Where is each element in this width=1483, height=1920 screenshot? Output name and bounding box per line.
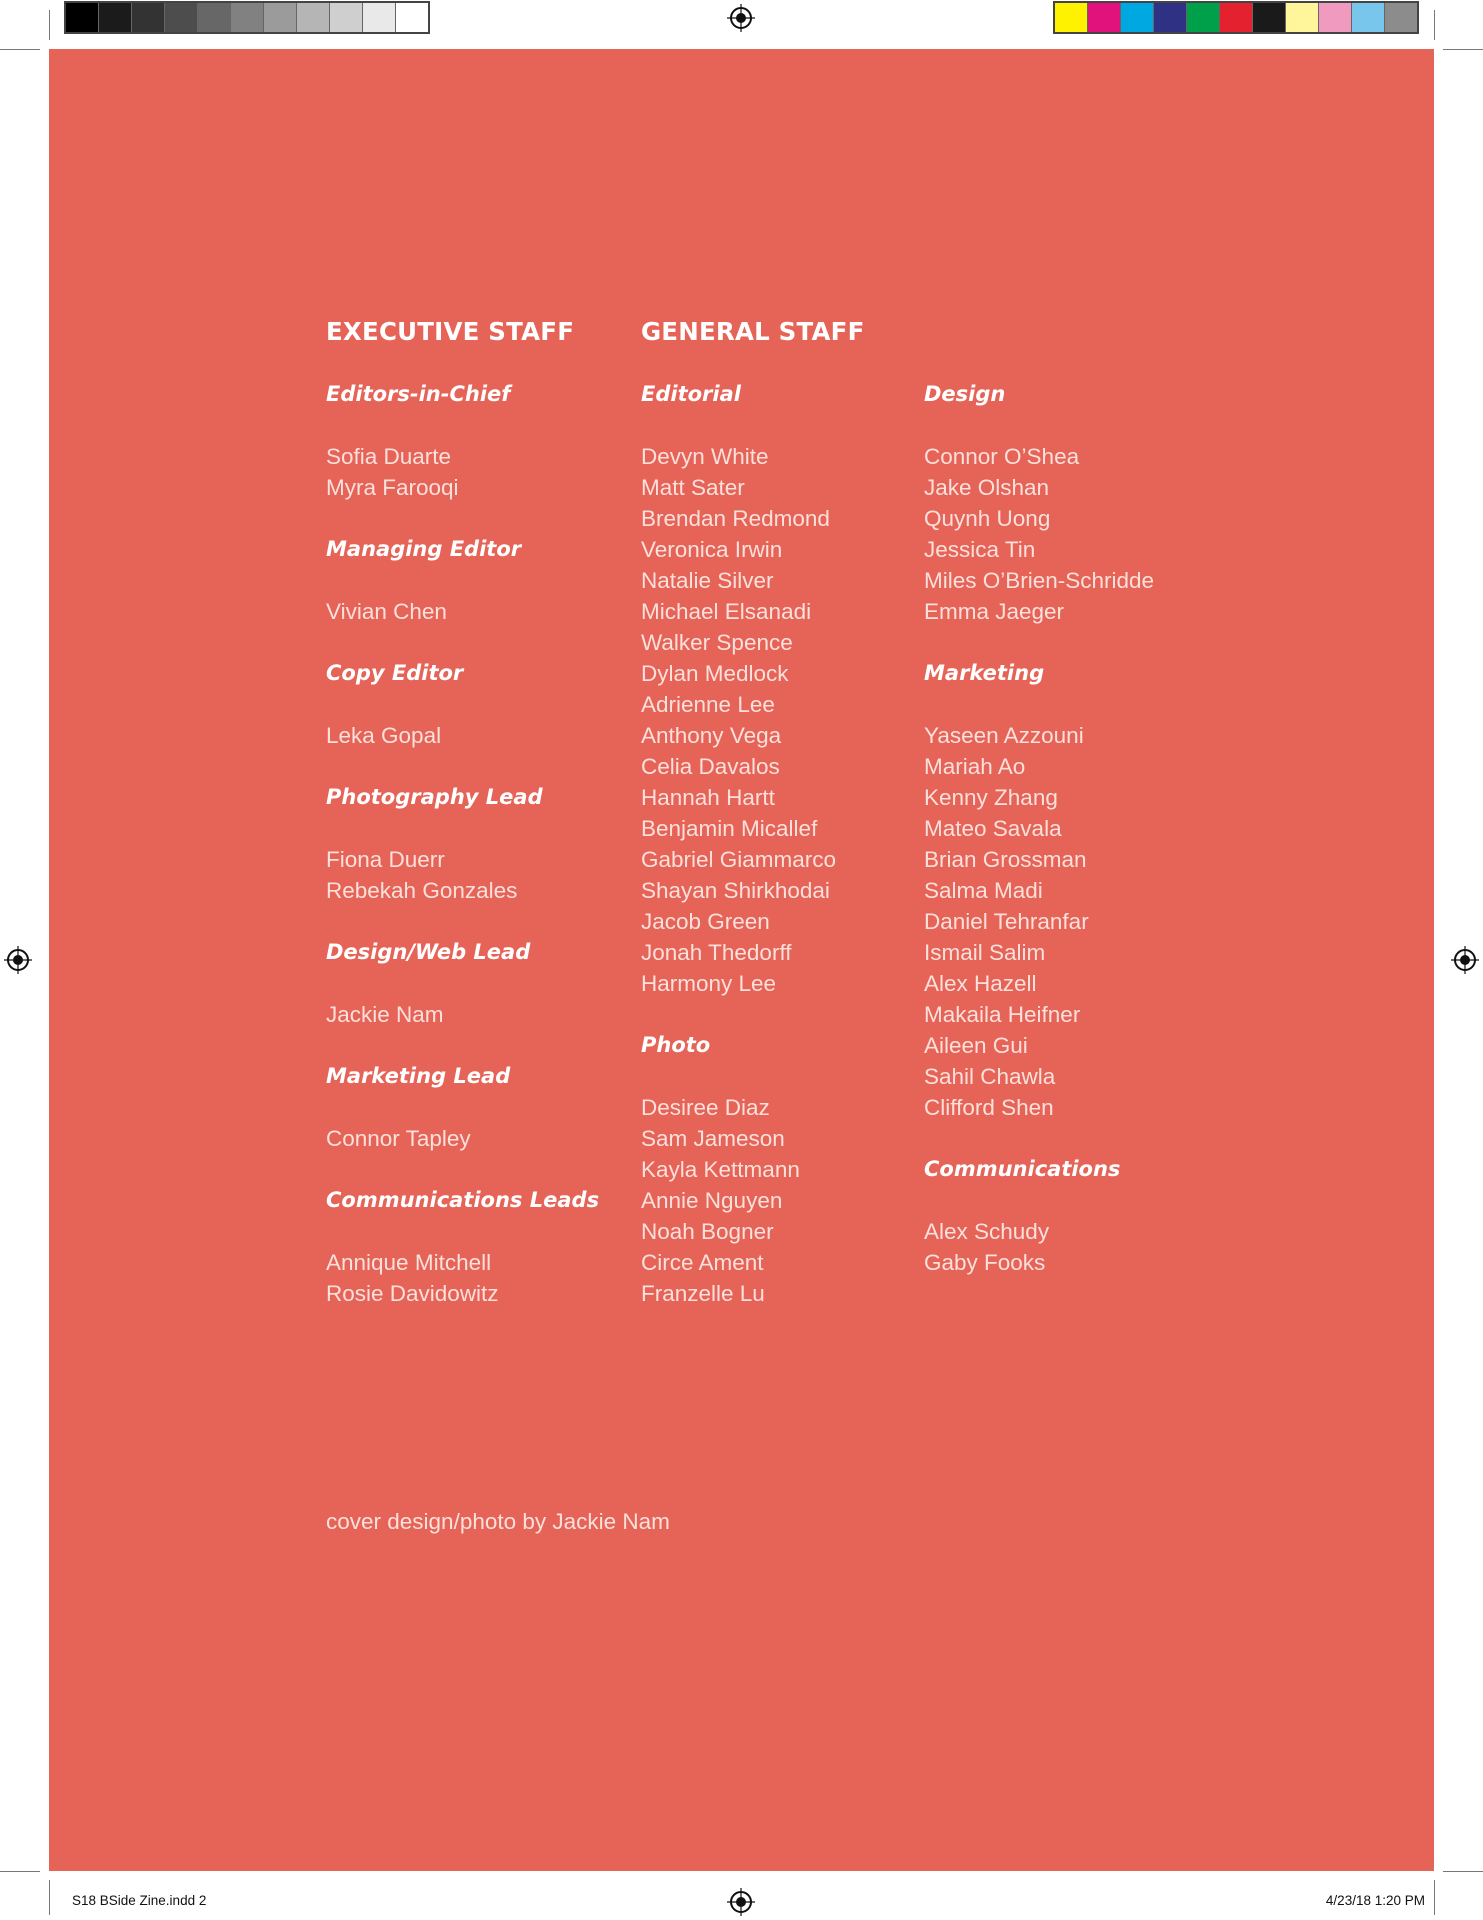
staff-name: Makaila Heifner bbox=[924, 1002, 1081, 1027]
staff-name: Kayla Kettmann bbox=[641, 1157, 800, 1182]
crop-mark bbox=[1434, 1880, 1435, 1915]
color-swatch bbox=[362, 3, 395, 32]
crop-mark bbox=[49, 10, 50, 40]
color-swatch bbox=[1153, 3, 1186, 32]
color-swatch bbox=[1252, 3, 1285, 32]
name-list-editors-in-chief bbox=[326, 441, 626, 503]
staff-name: Shayan Shirkhodai bbox=[641, 878, 830, 903]
staff-name: Rosie Davidowitz bbox=[326, 1281, 499, 1306]
color-swatch bbox=[66, 3, 98, 32]
staff-name: Veronica Irwin bbox=[641, 537, 783, 562]
staff-name: Gaby Fooks bbox=[924, 1250, 1046, 1275]
role-heading-editors-in-chief: Editors-in-Chief bbox=[326, 382, 511, 406]
staff-name: Jackie Nam bbox=[326, 1002, 444, 1027]
registration-target-icon bbox=[4, 946, 32, 974]
staff-name: Ismail Salim bbox=[924, 940, 1046, 965]
staff-name: Annique Mitchell bbox=[326, 1250, 492, 1275]
executive-groups bbox=[326, 379, 626, 1309]
name-list-marketing bbox=[924, 720, 1194, 1123]
crop-mark bbox=[1443, 49, 1483, 50]
name-list-editorial bbox=[641, 441, 911, 999]
registration-target-icon bbox=[727, 1888, 755, 1916]
color-swatch bbox=[230, 3, 263, 32]
crop-mark bbox=[0, 49, 40, 50]
staff-name: Devyn White bbox=[641, 444, 769, 469]
general-staff-heading: GENERAL STAFF bbox=[641, 317, 865, 346]
role-heading-marketing-lead: Marketing Lead bbox=[326, 1064, 511, 1088]
color-swatch bbox=[98, 3, 131, 32]
staff-name: Celia Davalos bbox=[641, 754, 780, 779]
color-swatch bbox=[296, 3, 329, 32]
role-heading-communications-leads: Communications Leads bbox=[326, 1188, 600, 1212]
registration-target-icon bbox=[1451, 946, 1479, 974]
staff-name: Yaseen Azzouni bbox=[924, 723, 1084, 748]
name-list-photography-lead bbox=[326, 844, 626, 906]
name-list-design-web-lead bbox=[326, 999, 626, 1030]
staff-name: Annie Nguyen bbox=[641, 1188, 783, 1213]
registration-target-icon bbox=[727, 4, 755, 32]
role-heading-design-web-lead: Design/Web Lead bbox=[326, 940, 531, 964]
cover-credit: cover design/photo by Jackie Nam bbox=[326, 1509, 670, 1534]
staff-name: Connor O’Shea bbox=[924, 444, 1080, 469]
staff-name: Anthony Vega bbox=[641, 723, 782, 748]
color-swatch bbox=[1186, 3, 1219, 32]
staff-name: Leka Gopal bbox=[326, 723, 442, 748]
staff-name: Brian Grossman bbox=[924, 847, 1087, 872]
staff-name: Miles O’Brien-Schridde bbox=[924, 568, 1155, 593]
name-list-managing-editor bbox=[326, 596, 626, 627]
process-color-bar bbox=[1053, 1, 1419, 34]
slug-datetime: 4/23/18 1:20 PM bbox=[1325, 1893, 1425, 1908]
color-swatch bbox=[1351, 3, 1384, 32]
staff-name: Adrienne Lee bbox=[641, 692, 775, 717]
color-swatch bbox=[263, 3, 296, 32]
crop-mark bbox=[1434, 10, 1435, 40]
staff-name: Michael Elsanadi bbox=[641, 599, 812, 624]
staff-name: Alex Hazell bbox=[924, 971, 1037, 996]
staff-name: Jonah Thedorff bbox=[641, 940, 792, 965]
staff-name: Daniel Tehranfar bbox=[924, 909, 1089, 934]
staff-name: Emma Jaeger bbox=[924, 599, 1065, 624]
staff-name: Brendan Redmond bbox=[641, 506, 830, 531]
color-swatch bbox=[329, 3, 362, 32]
crop-mark bbox=[0, 1871, 40, 1872]
staff-name: Hannah Hartt bbox=[641, 785, 775, 810]
staff-name: Myra Farooqi bbox=[326, 475, 459, 500]
role-heading-editorial: Editorial bbox=[641, 382, 741, 406]
general-staff-left-column bbox=[641, 379, 911, 1340]
crop-mark bbox=[1443, 1871, 1483, 1872]
staff-name: Vivian Chen bbox=[326, 599, 447, 624]
crop-mark bbox=[49, 1880, 50, 1915]
color-swatch bbox=[1219, 3, 1252, 32]
staff-name: Franzelle Lu bbox=[641, 1281, 765, 1306]
name-list-copy-editor bbox=[326, 720, 626, 751]
role-heading-marketing: Marketing bbox=[924, 661, 1045, 685]
role-heading-managing-editor: Managing Editor bbox=[326, 537, 522, 561]
color-swatch bbox=[131, 3, 164, 32]
name-list-design bbox=[924, 441, 1194, 627]
staff-name: Kenny Zhang bbox=[924, 785, 1058, 810]
role-heading-photography-lead: Photography Lead bbox=[326, 785, 543, 809]
staff-name: Quynh Uong bbox=[924, 506, 1051, 531]
grayscale-color-bar bbox=[64, 1, 430, 34]
staff-name: Sam Jameson bbox=[641, 1126, 785, 1151]
color-swatch bbox=[197, 3, 230, 32]
staff-name: Jake Olshan bbox=[924, 475, 1050, 500]
general-staff-column bbox=[641, 317, 1201, 1306]
staff-name: Desiree Diaz bbox=[641, 1095, 770, 1120]
staff-page bbox=[49, 49, 1434, 1871]
color-swatch bbox=[1318, 3, 1351, 32]
role-heading-design: Design bbox=[924, 382, 1006, 406]
staff-name: Sahil Chawla bbox=[924, 1064, 1056, 1089]
color-swatch bbox=[1120, 3, 1153, 32]
staff-name: Rebekah Gonzales bbox=[326, 878, 518, 903]
staff-name: Benjamin Micallef bbox=[641, 816, 818, 841]
staff-name: Jacob Green bbox=[641, 909, 770, 934]
staff-name: Connor Tapley bbox=[326, 1126, 471, 1151]
staff-name: Walker Spence bbox=[641, 630, 793, 655]
role-heading-photo: Photo bbox=[641, 1033, 711, 1057]
staff-name: Jessica Tin bbox=[924, 537, 1036, 562]
staff-name: Clifford Shen bbox=[924, 1095, 1054, 1120]
name-list-photo bbox=[641, 1092, 911, 1309]
staff-name: Gabriel Giammarco bbox=[641, 847, 837, 872]
role-heading-copy-editor: Copy Editor bbox=[326, 661, 464, 685]
name-list-marketing-lead bbox=[326, 1123, 626, 1154]
executive-staff-heading: EXECUTIVE STAFF bbox=[326, 317, 575, 346]
color-swatch bbox=[1384, 3, 1417, 32]
slug-filename: S18 BSide Zine.indd 2 bbox=[72, 1893, 207, 1908]
color-swatch bbox=[395, 3, 428, 32]
executive-staff-column bbox=[326, 317, 626, 1340]
staff-name: Mateo Savala bbox=[924, 816, 1062, 841]
staff-name: Alex Schudy bbox=[924, 1219, 1050, 1244]
staff-name: Noah Bogner bbox=[641, 1219, 774, 1244]
color-swatch bbox=[1087, 3, 1120, 32]
staff-name: Matt Sater bbox=[641, 475, 745, 500]
color-swatch bbox=[164, 3, 197, 32]
staff-name: Mariah Ao bbox=[924, 754, 1026, 779]
staff-name: Dylan Medlock bbox=[641, 661, 789, 686]
staff-name: Harmony Lee bbox=[641, 971, 777, 996]
staff-name: Circe Ament bbox=[641, 1250, 764, 1275]
color-swatch bbox=[1055, 3, 1087, 32]
general-staff-right-column bbox=[924, 379, 1194, 1309]
name-list-communications bbox=[924, 1216, 1194, 1278]
staff-name: Natalie Silver bbox=[641, 568, 774, 593]
staff-name: Aileen Gui bbox=[924, 1033, 1028, 1058]
role-heading-communications: Communications bbox=[924, 1157, 1121, 1181]
color-swatch bbox=[1285, 3, 1318, 32]
name-list-communications-leads bbox=[326, 1247, 626, 1309]
staff-name: Sofia Duarte bbox=[326, 444, 452, 469]
staff-name: Salma Madi bbox=[924, 878, 1043, 903]
staff-name: Fiona Duerr bbox=[326, 847, 445, 872]
